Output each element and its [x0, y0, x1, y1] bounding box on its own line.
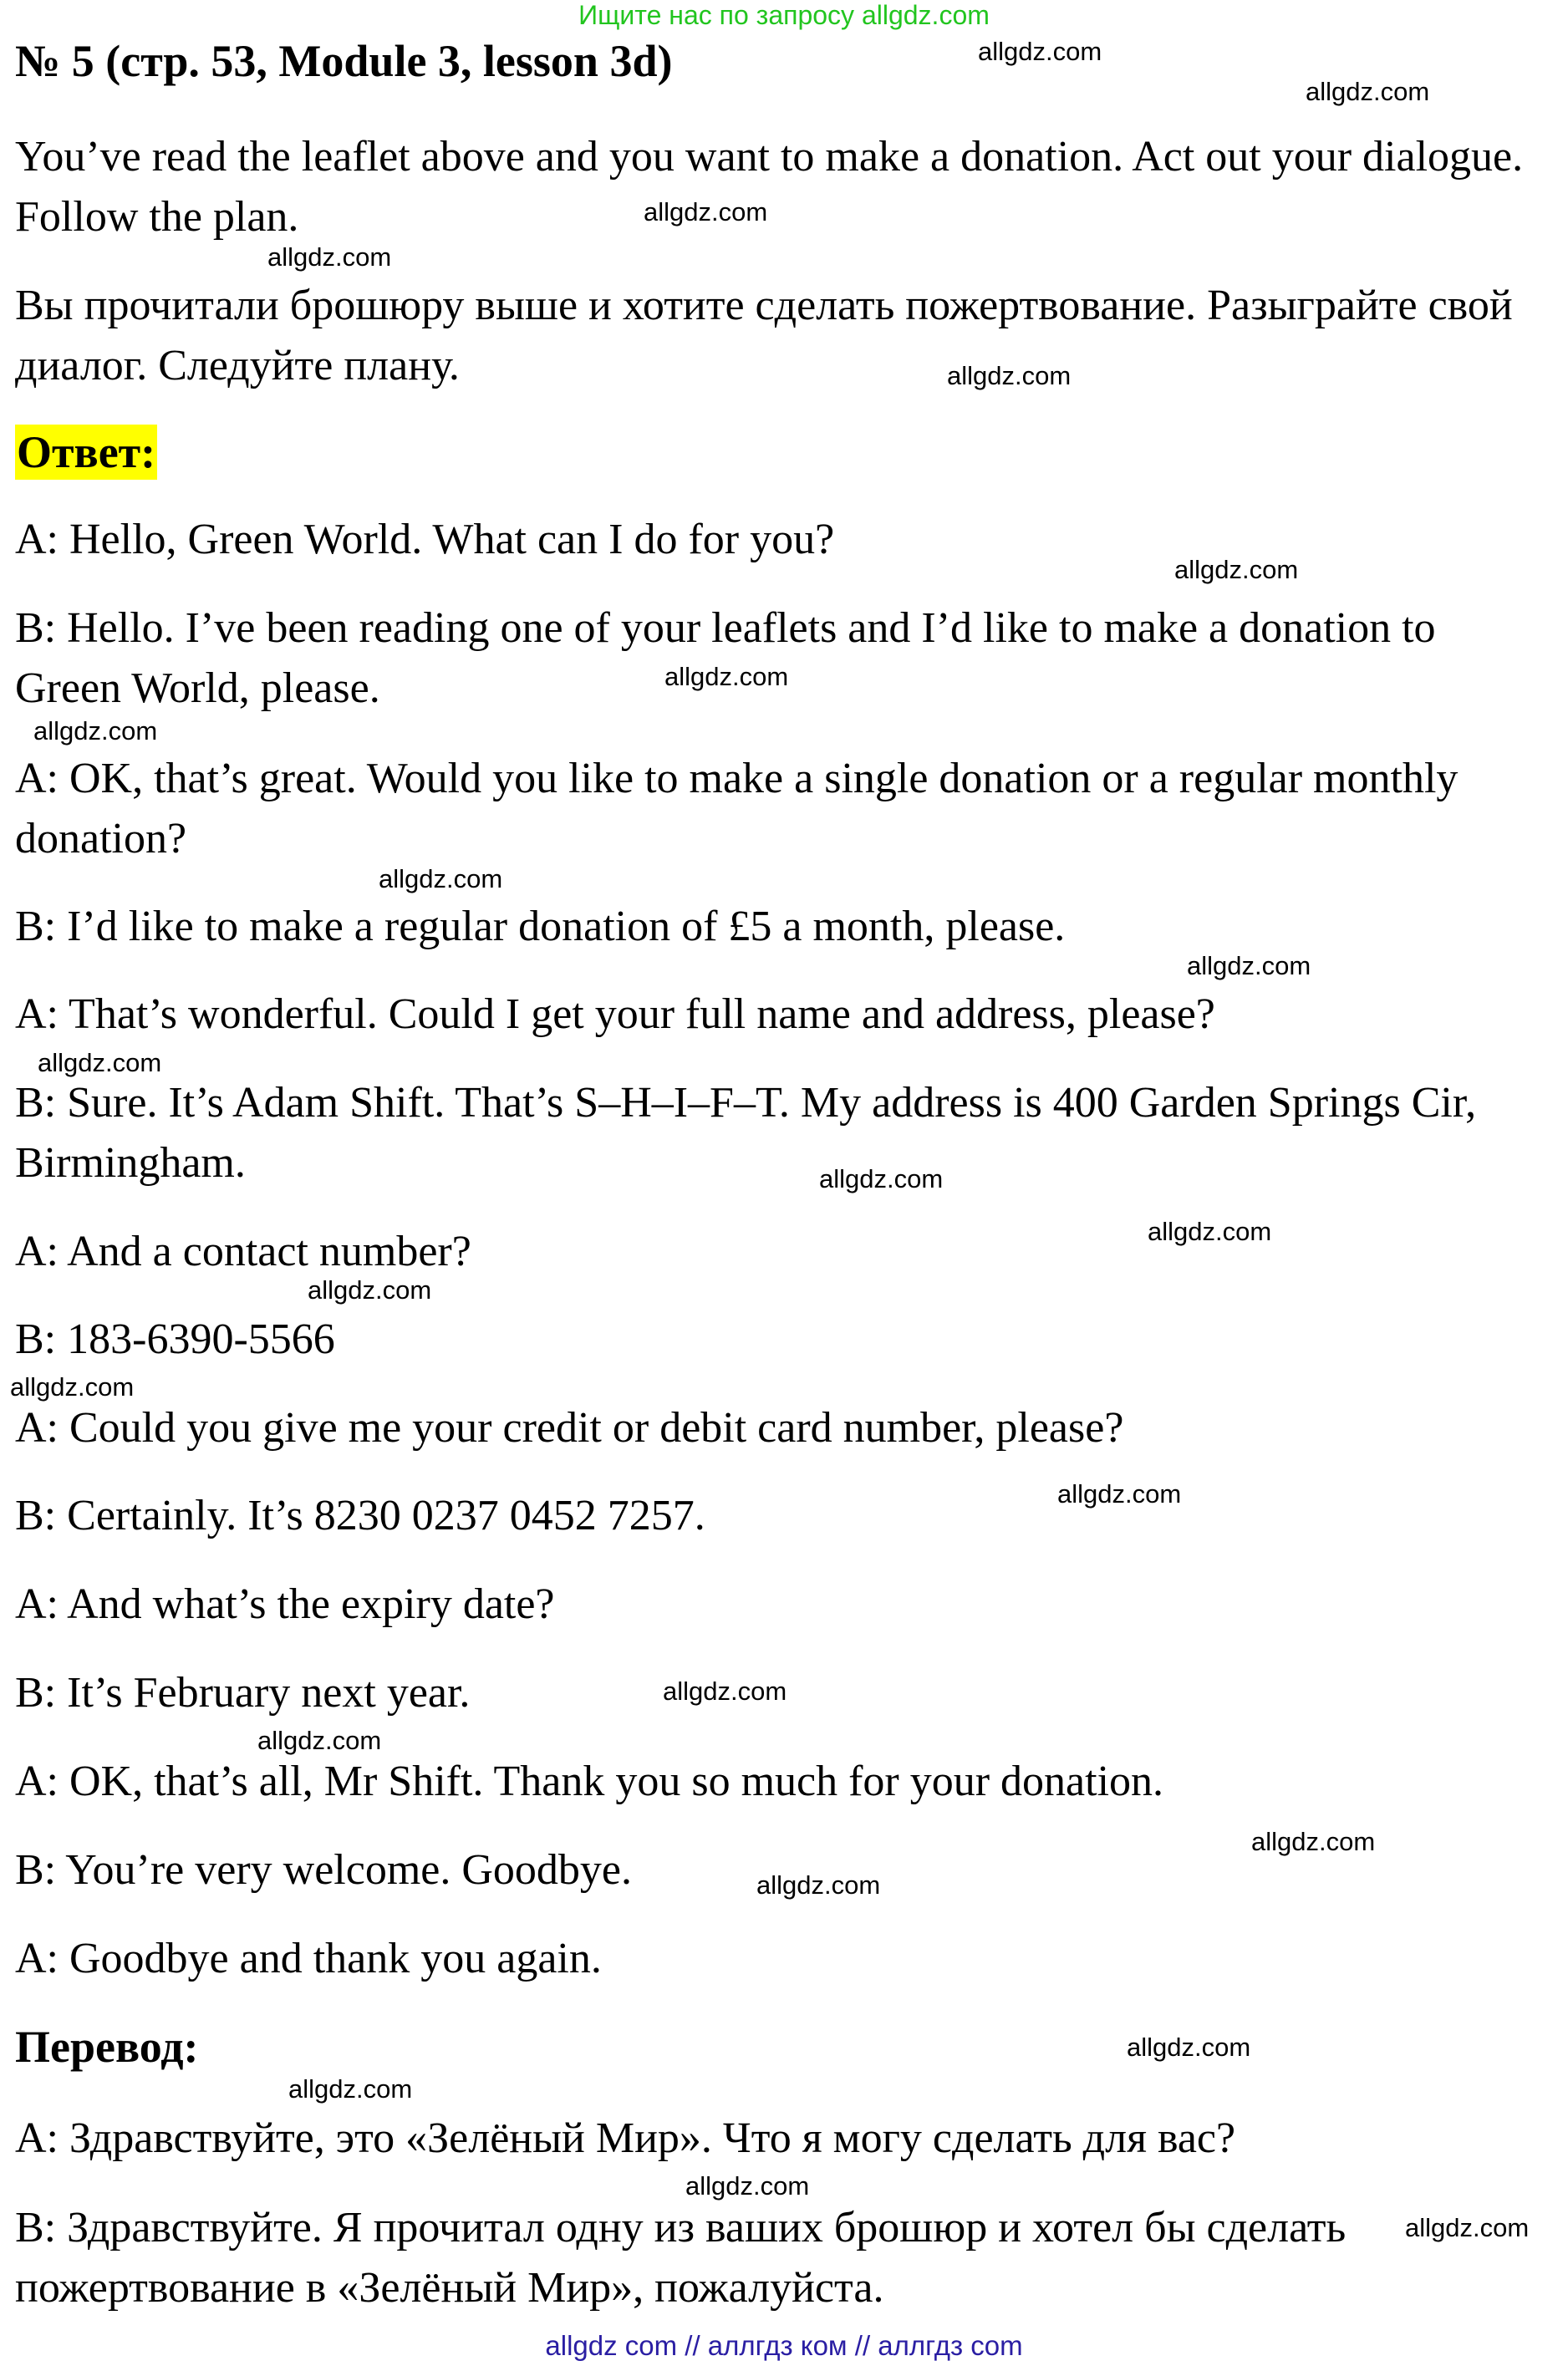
watermark: allgdz.com: [10, 1372, 135, 1402]
watermark: allgdz.com: [1187, 951, 1311, 980]
dialogue-line: A: And what’s the expiry date?: [15, 1580, 555, 1628]
watermark: allgdz.com: [308, 1275, 432, 1305]
watermark: allgdz.com: [819, 1164, 944, 1193]
watermark: allgdz.com: [1148, 1217, 1272, 1246]
watermark: allgdz.com: [947, 361, 1072, 390]
task-russian: Вы прочитали брошюру выше и хотите сделать пожертвование. Разыграйте свой диалог. Следуйте плану.: [15, 282, 1513, 389]
dialogue-line: A: Could you give me your credit or debit card number, please?: [15, 1404, 1124, 1452]
watermark: allgdz.com: [1127, 2033, 1251, 2062]
watermark: allgdz.com: [756, 1870, 881, 1900]
watermark: allgdz.com: [664, 662, 789, 691]
dialogue-line: A: OK, that’s all, Mr Shift. Thank you so much for your donation.: [15, 1758, 1164, 1805]
translation-label: Перевод:: [15, 2022, 199, 2072]
dialogue-line: B: It’s February next year.: [15, 1669, 471, 1717]
watermark: allgdz.com: [644, 197, 768, 226]
watermark: allgdz.com: [379, 864, 503, 893]
translation-line: A: Здравствуйте, это «Зелёный Мир». Что я могу сделать для вас?: [15, 2114, 1236, 2162]
watermark: allgdz.com: [1405, 2213, 1530, 2242]
watermark: allgdz.com: [1174, 555, 1299, 584]
watermark: allgdz.com: [288, 2074, 413, 2104]
dialogue-line: B: Sure. It’s Adam Shift. That’s S–H–I–F–T. My address is 400 Garden Springs Cir, Birmingham.: [15, 1079, 1477, 1187]
watermark: allgdz.com: [978, 37, 1102, 66]
dialogue-line: A: OK, that’s great. Would you like to make a single donation or a regular monthly donation?: [15, 755, 1459, 862]
dialogue-line: B: Certainly. It’s 8230 0237 0452 7257.: [15, 1492, 705, 1539]
dialogue-line: B: I’d like to make a regular donation of £5 a month, please.: [15, 903, 1066, 950]
dialogue-line: B: Hello. I’ve been reading one of your leaflets and I’d like to make a donation to Green World, please.: [15, 604, 1436, 712]
page-title: № 5 (стр. 53, Module 3, lesson 3d): [15, 36, 673, 86]
watermark: allgdz.com: [663, 1676, 787, 1706]
top-banner: Ищите нас по запросу allgdz.com: [578, 0, 990, 30]
dialogue-line: B: 183-6390-5566: [15, 1315, 335, 1363]
dialogue-line: A: That’s wonderful. Could I get your full name and address, please?: [15, 990, 1215, 1038]
translation-line: B: Здравствуйте. Я прочитал одну из ваших брошюр и хотел бы сделать пожертвование в «Зелёный Мир», пожалуйста.: [15, 2204, 1347, 2312]
watermark: allgdz.com: [267, 242, 392, 272]
dialogue-line: B: You’re very welcome. Goodbye.: [15, 1846, 632, 1894]
watermark: allgdz.com: [1057, 1479, 1182, 1509]
dialogue-line: A: Goodbye and thank you again.: [15, 1935, 602, 1982]
watermark: allgdz.com: [685, 2171, 810, 2201]
answer-label: Ответ:: [15, 425, 157, 480]
watermark: allgdz.com: [1306, 77, 1430, 106]
task-english: You’ve read the leaflet above and you want to make a donation. Act out your dialogue. Follow the plan.: [15, 133, 1524, 241]
dialogue-line: A: Hello, Green World. What can I do for you?: [15, 516, 835, 563]
watermark: allgdz.com: [257, 1726, 382, 1755]
watermark: allgdz.com: [38, 1048, 162, 1077]
watermark: allgdz.com: [33, 716, 158, 745]
watermark: allgdz.com: [1251, 1827, 1376, 1856]
dialogue-line: A: And a contact number?: [15, 1228, 471, 1275]
footer: allgdz com // аллгдз ком // аллгдз com: [545, 2330, 1023, 2361]
